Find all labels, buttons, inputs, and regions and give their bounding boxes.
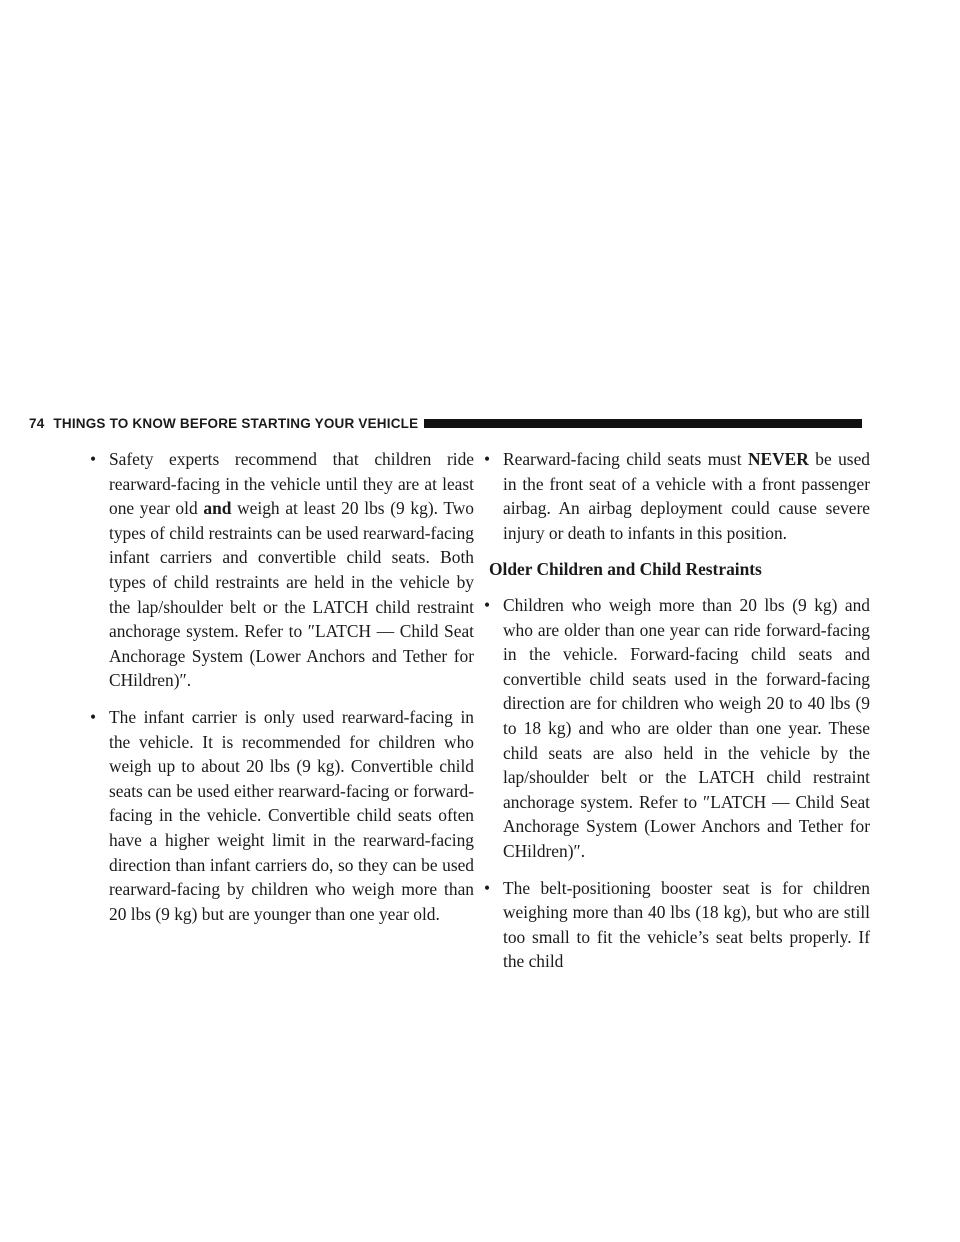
bullet-marker: • — [484, 877, 491, 898]
subheading-older-children: Older Children and Child Restraints — [489, 559, 762, 580]
bullet-text-end: be used in the front seat of a vehicle with a front passenger airbag. An airbag deployment could cause severe injury or death to infants in this position. — [503, 449, 870, 543]
bullet-text: Children who weigh more than 20 lbs (9 kg) and who are older than one year can ride forward-facing in the vehicle. Forward-facing child seats and convertible child seats used in the forward-facing direction are for children who weigh 20 to 40 lbs (9 to 18 kg) and who are older than one year. These child seats are also held in the vehicle by the lap/shoulder belt or the LATCH child restraint anchorage system. Refer to ″LATCH — Child Seat Anchorage System (Lower Anchors and Tether for CHildren)″. — [503, 594, 870, 861]
bullet-forward-facing — [478, 593, 870, 864]
bullet-never-front-seat — [478, 447, 870, 545]
bullet-text-start: Safety experts recommend that children ride rearward-facing in the vehicle until they are at least one year old — [109, 449, 474, 519]
header-rule — [424, 419, 862, 428]
bullet-text-end: weigh at least 20 lbs (9 kg). Two types of child restraints can be used rearward-facing infant carriers and convertible child seats. Both types of child restraints are held in the vehicle by the lap/shoulder belt or the LATCH child restraint anchorage system. Refer to ″LATCH — Child Seat Anchorage System (Lower Anchors and Tether for CHildren)″. — [109, 498, 475, 691]
bullet-rearward-facing-age — [84, 447, 474, 693]
section-title: THINGS TO KNOW BEFORE STARTING YOUR VEHICLE — [53, 415, 419, 431]
bullet-marker: • — [484, 449, 491, 469]
bullet-booster-seat — [478, 876, 870, 974]
page-number: 74 — [29, 415, 45, 431]
bullet-infant-carrier — [84, 705, 474, 926]
bullet-text-emphasis: and — [203, 498, 232, 519]
bullet-text: The infant carrier is only used rearward-facing in the vehicle. It is recommended for children who weigh up to about 20 lbs (9 kg). Convertible child seats can be used either rearward-facing or forward-facing in the vehicle. Convertible child seats often have a higher weight limit in the rearward-facing direction than infant carriers do, so they can be used rearward-facing by children who weigh more than 20 lbs (9 kg) but are younger than one year old. — [109, 706, 474, 924]
bullet-marker: • — [90, 449, 97, 469]
bullet-marker: • — [484, 594, 491, 615]
bullet-marker: • — [90, 706, 97, 727]
bullet-text-emphasis: NEVER — [747, 449, 809, 469]
page-header — [29, 415, 862, 431]
left-column — [84, 447, 474, 938]
right-column — [478, 447, 870, 986]
bullet-text: The belt-positioning booster seat is for children weighing more than 40 lbs (18 kg), but who are still too small to fit the vehicle’s seat belts properly. If the child — [503, 877, 870, 972]
bullet-text-start: Rearward-facing child seats must — [503, 449, 748, 469]
